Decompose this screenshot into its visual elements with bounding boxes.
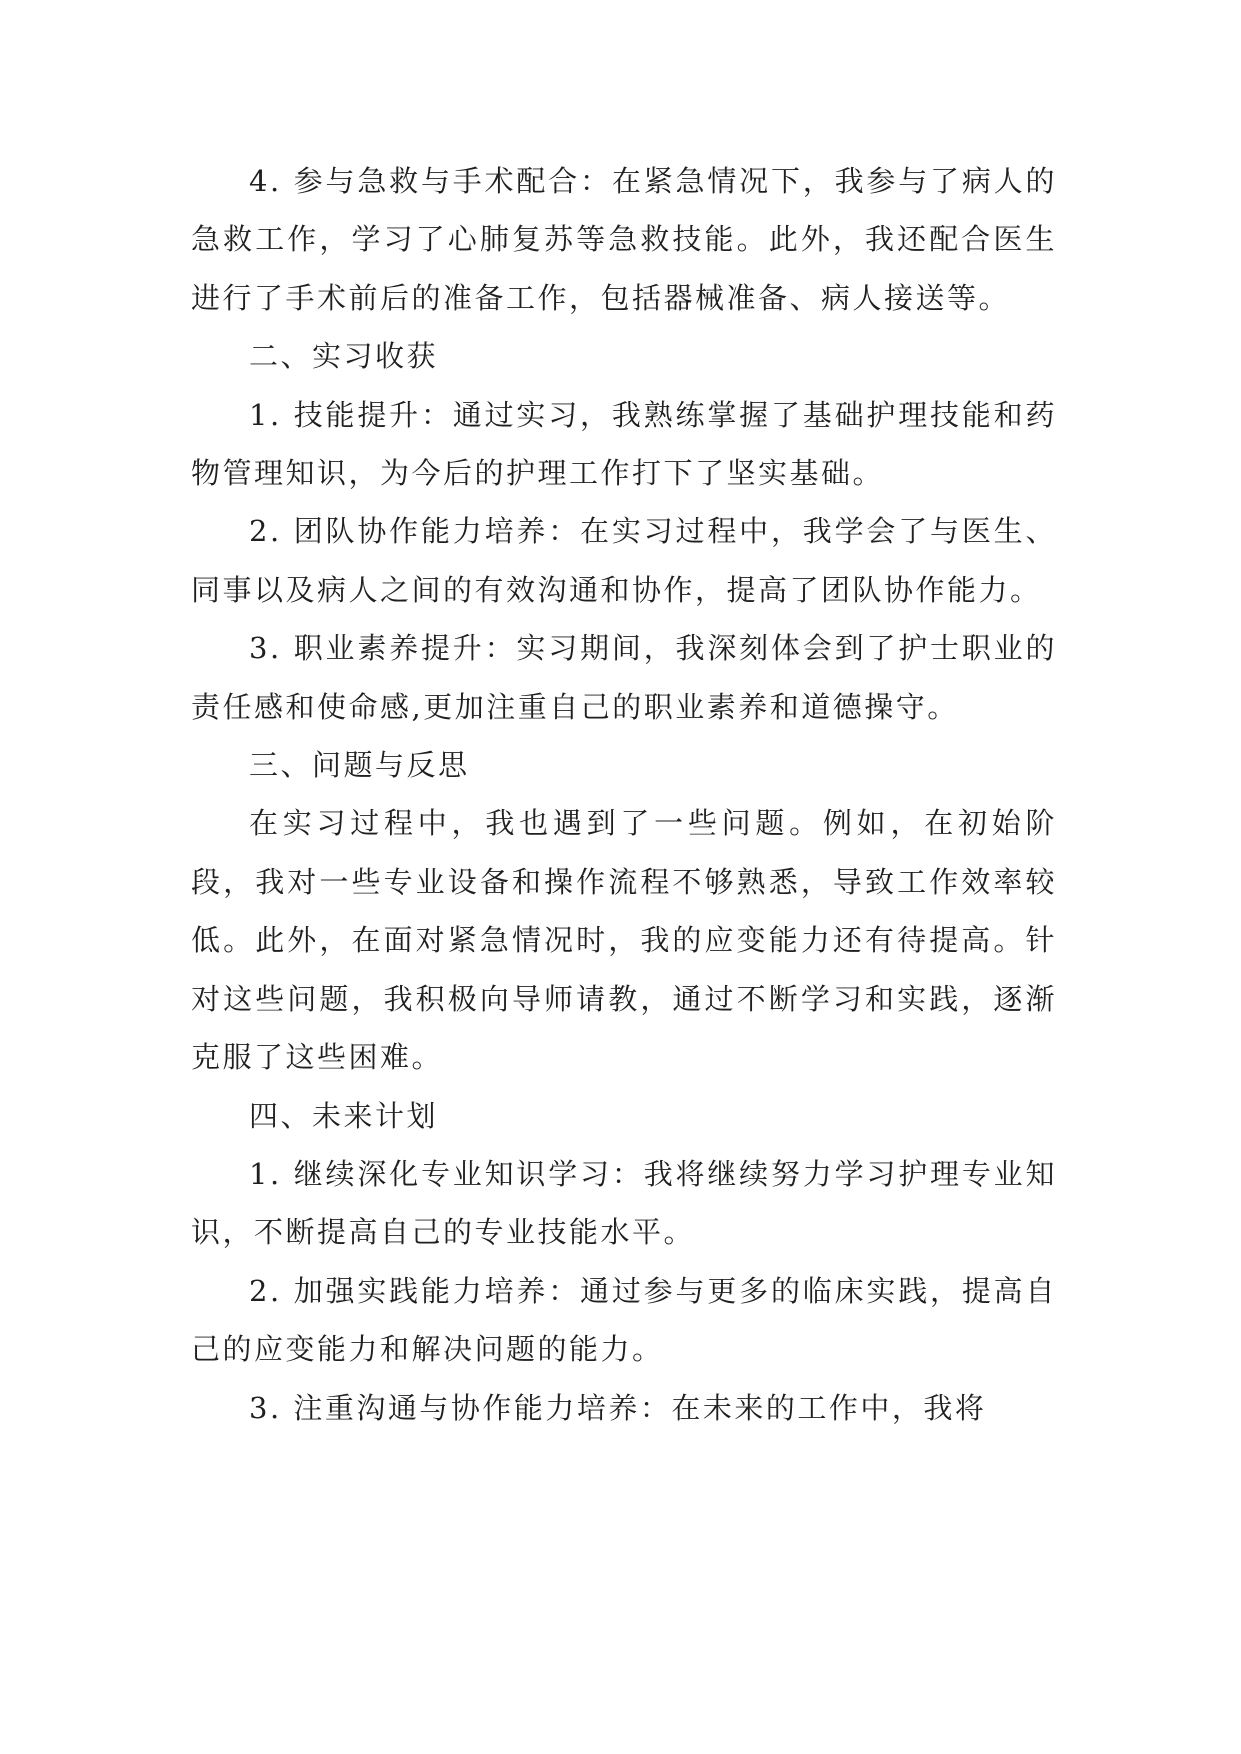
document-body [191,152,1057,1437]
paragraph-professionalism: 3. 职业素养提升：实习期间，我深刻体会到了护士职业的责任感和使命感,更加注重自己的职业素养和道德操守。 [191,631,1057,724]
paragraph-emergency-and-surgery: 4. 参与急救与手术配合：在紧急情况下，我参与了病人的急救工作，学习了心肺复苏等急救技能。此外，我还配合医生进行了手术前后的准备工作，包括器械准备、病人接送等。 [191,164,1057,315]
paragraph-skill-improvement: 1. 技能提升：通过实习，我熟练掌握了基础护理技能和药物管理知识，为今后的护理工作打下了坚实基础。 [191,397,1057,491]
section-heading-future-plans: 四、未来计划 [249,1098,439,1133]
section-heading-problems-reflection: 三、问题与反思 [249,748,470,783]
paragraph-problems: 在实习过程中，我也遇到了一些问题。例如，在初始阶段，我对一些专业设备和操作流程不够熟悉，导致工作效率较低。此外，在面对紧急情况时，我的应变能力还有待提高。针对这些问题，我积极向导师请教，通过不断学习和实践，逐渐克服了这些困难。 [191,806,1057,1075]
section-heading-internship-gains: 二、实习收获 [249,339,439,374]
paragraph-teamwork: 2. 团队协作能力培养：在实习过程中，我学会了与医生、同事以及病人之间的有效沟通和协作，提高了团队协作能力。 [191,514,1057,607]
paragraph-deepen-knowledge: 1. 继续深化专业知识学习：我将继续努力学习护理专业知识，不断提高自己的专业技能水平。 [191,1156,1057,1250]
paragraph-practice-ability: 2. 加强实践能力培养：通过参与更多的临床实践，提高自己的应变能力和解决问题的能力。 [191,1273,1057,1367]
paragraph-communication: 3. 注重沟通与协作能力培养：在未来的工作中，我将 [249,1390,987,1425]
